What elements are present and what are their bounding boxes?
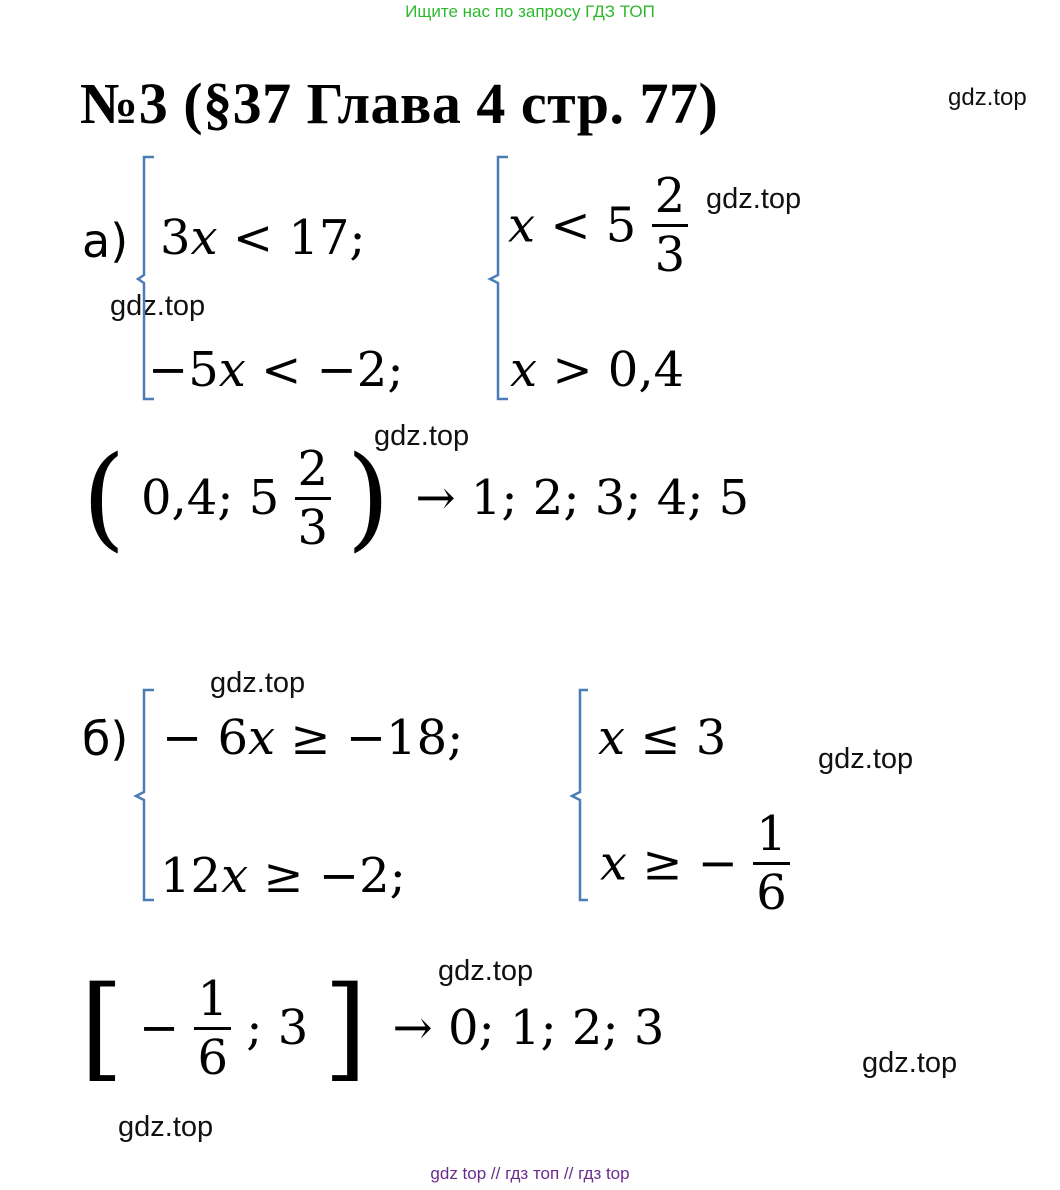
brace-b-2 [568,688,588,904]
system-b2-line2 [600,806,790,921]
part-a-label: а) [82,214,129,268]
open-bracket: [ [80,963,124,1093]
close-paren: ) [346,433,391,563]
fraction-numerator: 1 [756,806,787,862]
answer-b-minus: − [138,1000,180,1056]
watermark: gdz.top [210,667,306,699]
watermark: gdz.top [110,290,206,322]
fraction-denominator: 6 [756,865,787,921]
fraction-two-thirds [652,168,689,283]
answer-b-interval-end: ; 3 [246,1000,309,1056]
brace-b-1 [134,688,154,904]
fraction-denominator: 3 [654,227,686,283]
brace-a-2 [482,155,502,403]
page-title: №3 (§37 Глава 4 стр. 77) [80,71,719,136]
watermark: gdz.top [706,183,802,215]
open-paren: ( [82,433,126,563]
system-a2-line1-lhs: 𝑥 < 5 [508,197,637,254]
top-banner: Ищите нас по запросу ГДЗ ТОП [405,2,655,21]
fraction-numerator: 1 [197,970,228,1027]
close-bracket: ] [323,963,368,1093]
fraction-numerator: 2 [654,168,686,224]
answer-a-integers: → 1; 2; 3; 4; 5 [415,470,750,526]
answer-b-integers: → 0; 1; 2; 3 [392,1000,665,1056]
system-b1-line1: − 6𝑥 ≥ −18; [162,710,464,766]
system-b2-line1: 𝑥 ≤ 3 [598,710,727,766]
system-a1-line2: −5𝑥 < −2; [148,342,404,398]
footer-watermark: gdz top // гдз топ // гдз top [430,1164,630,1183]
system-a2-line1 [508,168,688,283]
fraction-one-sixth [753,806,790,921]
answer-a-fraction [295,440,332,556]
fraction-denominator: 3 [297,499,329,556]
system-a1-line1: 3𝑥 < 17; [160,210,366,266]
fraction-denominator: 6 [197,1029,228,1086]
watermark: gdz.top [118,1111,214,1143]
part-b-label: б) [82,712,129,766]
answer-b-fraction [194,970,231,1086]
watermark: gdz.top [948,84,1027,111]
watermark: gdz.top [862,1047,958,1079]
watermark: gdz.top [438,955,534,987]
watermark: gdz.top [818,743,914,775]
system-a2-line2: 𝑥 > 0,4 [510,342,685,398]
fraction-numerator: 2 [297,440,329,497]
answer-a-interval: 0,4; 5 [140,470,280,526]
system-b1-line2: 12𝑥 ≥ −2; [160,848,406,904]
watermark: gdz.top [374,420,470,452]
system-b2-line2-lhs: 𝑥 ≥ − [600,835,739,892]
